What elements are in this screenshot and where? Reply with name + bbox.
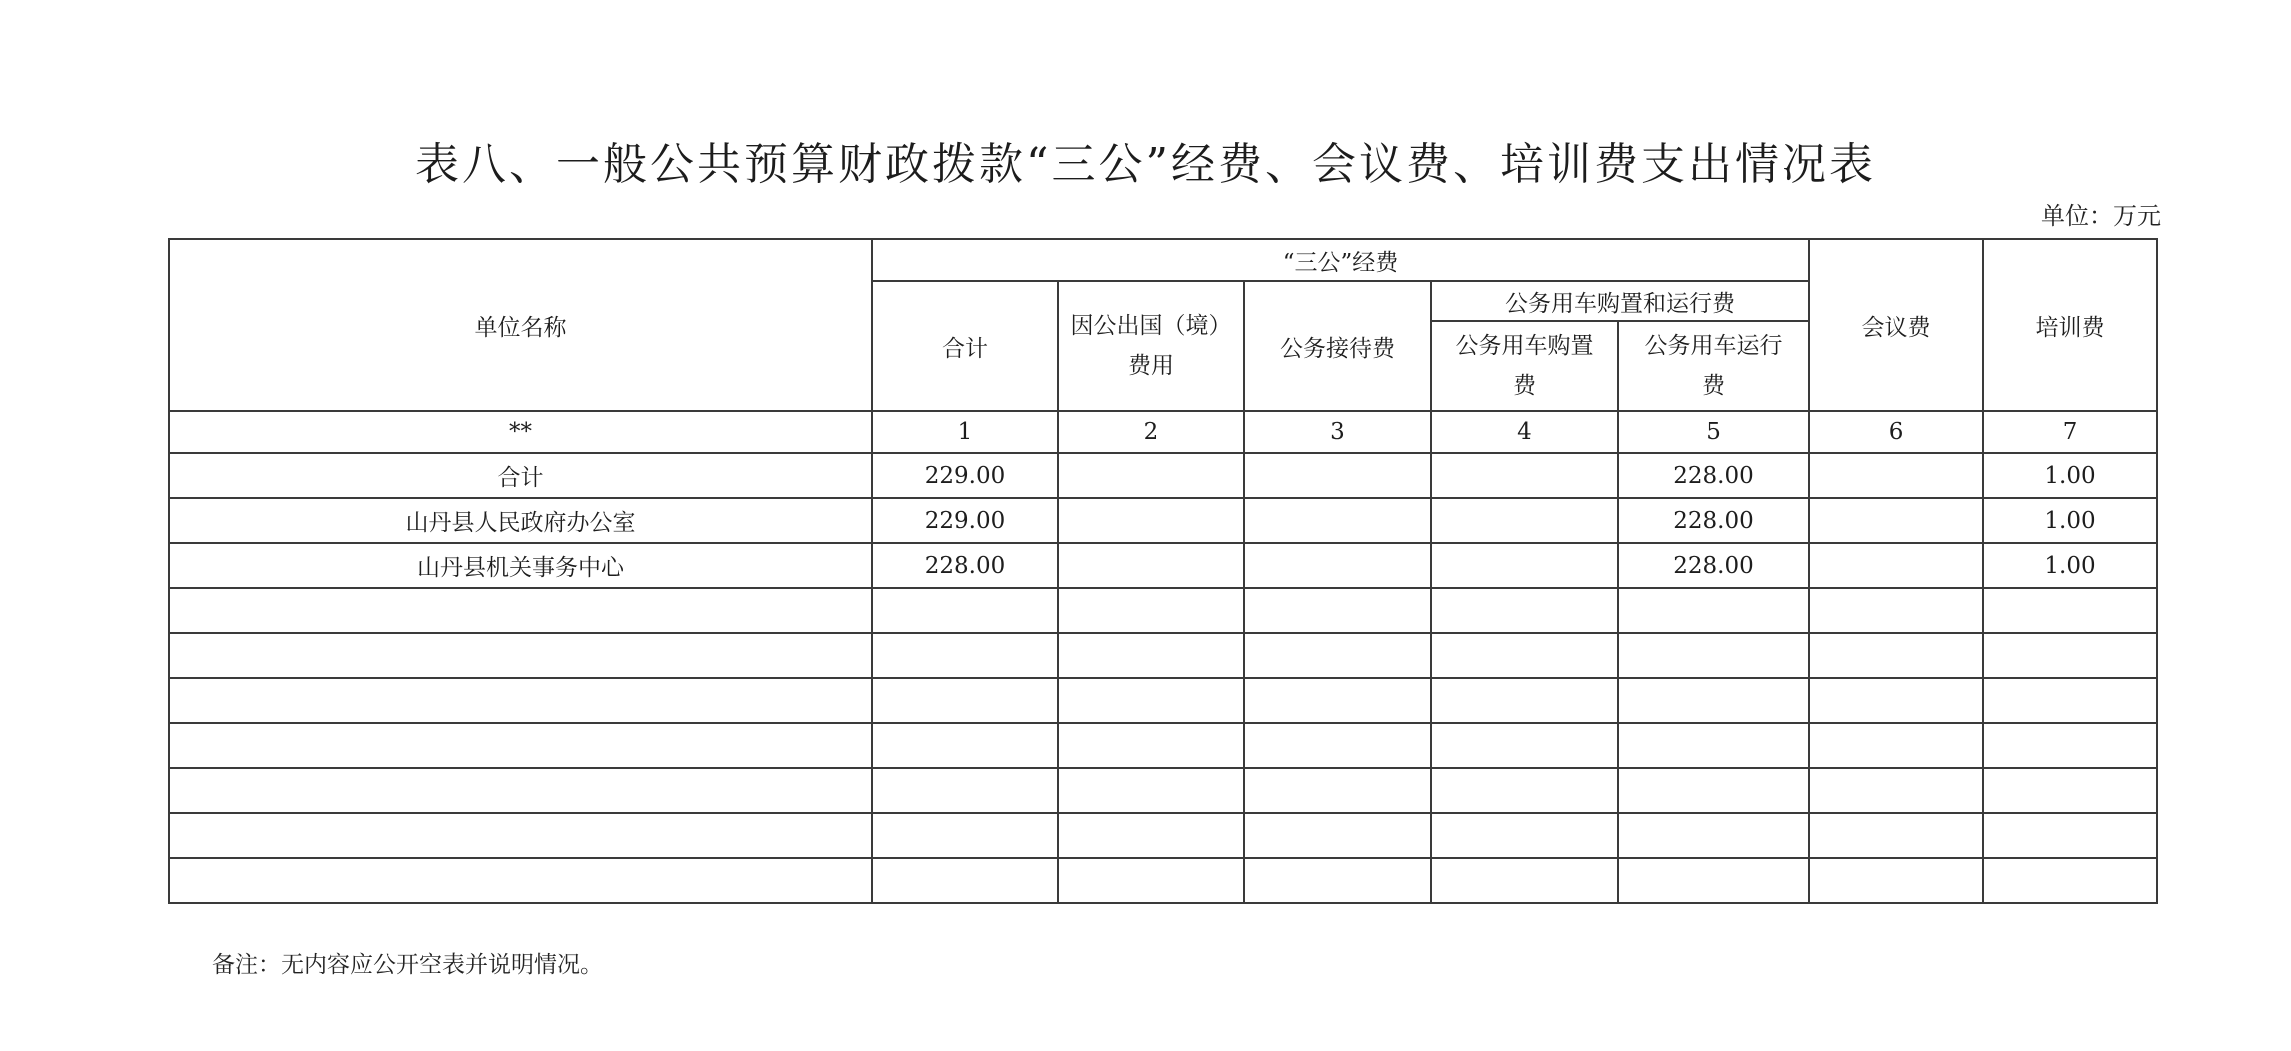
table-row [169, 498, 2157, 543]
header-unit-name: 单位名称 [169, 239, 872, 411]
empty-cell [1809, 813, 1983, 858]
footnote: 备注：无内容应公开空表并说明情况。 [212, 952, 603, 978]
table-row [169, 453, 2157, 498]
empty-cell [872, 813, 1058, 858]
empty-cell [872, 768, 1058, 813]
row-name: 山丹县人民政府办公室 [169, 498, 872, 543]
cell-reception [1244, 453, 1431, 498]
empty-cell [1983, 858, 2157, 903]
empty-cell [1983, 588, 2157, 633]
header-vehicle-group: 公务用车购置和运行费 [1431, 281, 1809, 321]
cell-total: 229.00 [872, 453, 1058, 498]
row-name: 山丹县机关事务中心 [169, 543, 872, 588]
cell-training: 1.00 [1983, 453, 2157, 498]
header-vehicle-operation-line1: 公务用车运行 [1644, 333, 1783, 359]
empty-cell [1244, 588, 1431, 633]
empty-cell [1618, 588, 1809, 633]
index-cell: 1 [872, 411, 1058, 453]
empty-cell [1431, 858, 1618, 903]
empty-cell [1618, 768, 1809, 813]
empty-cell [1058, 723, 1244, 768]
empty-cell [1058, 588, 1244, 633]
header-sangong-group: “三公”经费 [872, 239, 1809, 281]
empty-cell [169, 588, 872, 633]
empty-cell [1244, 678, 1431, 723]
index-cell: 6 [1809, 411, 1983, 453]
index-row [169, 411, 2157, 453]
empty-cell [1431, 813, 1618, 858]
empty-cell [1618, 633, 1809, 678]
empty-cell [1244, 723, 1431, 768]
empty-cell [1809, 633, 1983, 678]
empty-cell [1809, 768, 1983, 813]
empty-cell [1058, 768, 1244, 813]
empty-cell [1618, 723, 1809, 768]
cell-training: 1.00 [1983, 498, 2157, 543]
empty-cell [1618, 858, 1809, 903]
table-row [169, 543, 2157, 588]
empty-row [169, 633, 2157, 678]
empty-cell [1983, 678, 2157, 723]
header-abroad-line2: 费用 [1128, 353, 1174, 379]
empty-row [169, 813, 2157, 858]
index-cell: 7 [1983, 411, 2157, 453]
empty-cell [1431, 633, 1618, 678]
header-vehicle-operation [1618, 321, 1809, 411]
index-cell: 2 [1058, 411, 1244, 453]
cell-abroad [1058, 498, 1244, 543]
page-title: 表八、一般公共预算财政拨款“三公”经费、会议费、培训费支出情况表 [415, 139, 1876, 190]
empty-cell [169, 858, 872, 903]
empty-row [169, 678, 2157, 723]
cell-abroad [1058, 543, 1244, 588]
empty-cell [1809, 723, 1983, 768]
empty-cell [1431, 678, 1618, 723]
header-abroad-line1: 因公出国（境） [1070, 313, 1232, 339]
cell-purchase [1431, 498, 1618, 543]
header-training: 培训费 [1983, 239, 2157, 411]
cell-purchase [1431, 543, 1618, 588]
header-total: 合计 [872, 281, 1058, 411]
empty-cell [1058, 678, 1244, 723]
cell-training: 1.00 [1983, 543, 2157, 588]
cell-operation: 228.00 [1618, 453, 1809, 498]
header-vehicle-purchase [1431, 321, 1618, 411]
empty-cell [872, 858, 1058, 903]
empty-cell [1983, 633, 2157, 678]
cell-reception [1244, 498, 1431, 543]
index-cell: ** [169, 411, 872, 453]
cell-purchase [1431, 453, 1618, 498]
empty-cell [1809, 678, 1983, 723]
empty-cell [1058, 633, 1244, 678]
header-abroad [1058, 281, 1244, 411]
empty-cell [1983, 768, 2157, 813]
header-meeting: 会议费 [1809, 239, 1983, 411]
header-vehicle-operation-line2: 费 [1702, 373, 1726, 399]
empty-cell [872, 678, 1058, 723]
row-name: 合计 [169, 453, 872, 498]
cell-meeting [1809, 543, 1983, 588]
empty-cell [1618, 813, 1809, 858]
cell-reception [1244, 543, 1431, 588]
empty-cell [872, 633, 1058, 678]
index-cell: 4 [1431, 411, 1618, 453]
cell-operation: 228.00 [1618, 543, 1809, 588]
empty-cell [1058, 858, 1244, 903]
empty-cell [169, 813, 872, 858]
header-vehicle-purchase-line2: 费 [1513, 373, 1536, 399]
empty-row [169, 858, 2157, 903]
unit-label: 单位：万元 [2041, 202, 2161, 230]
empty-cell [872, 723, 1058, 768]
empty-cell [1618, 678, 1809, 723]
empty-cell [1431, 768, 1618, 813]
empty-cell [1244, 633, 1431, 678]
empty-cell [169, 768, 872, 813]
empty-cell [1431, 723, 1618, 768]
empty-cell [169, 633, 872, 678]
cell-operation: 228.00 [1618, 498, 1809, 543]
empty-row [169, 723, 2157, 768]
cell-total: 228.00 [872, 543, 1058, 588]
cell-abroad [1058, 453, 1244, 498]
empty-cell [1809, 588, 1983, 633]
empty-cell [1983, 813, 2157, 858]
empty-cell [1244, 768, 1431, 813]
empty-cell [169, 723, 872, 768]
index-cell: 3 [1244, 411, 1431, 453]
empty-cell [1244, 858, 1431, 903]
empty-row [169, 768, 2157, 813]
empty-cell [1983, 723, 2157, 768]
cell-meeting [1809, 498, 1983, 543]
empty-cell [1058, 813, 1244, 858]
empty-cell [1244, 813, 1431, 858]
cell-meeting [1809, 453, 1983, 498]
empty-cell [169, 678, 872, 723]
empty-cell [1431, 588, 1618, 633]
empty-cell [1809, 858, 1983, 903]
index-cell: 5 [1618, 411, 1809, 453]
expenditure-table [168, 238, 2158, 904]
header-vehicle-purchase-line1: 公务用车购置 [1455, 333, 1594, 359]
cell-total: 229.00 [872, 498, 1058, 543]
header-reception: 公务接待费 [1244, 281, 1431, 411]
empty-row [169, 588, 2157, 633]
empty-cell [872, 588, 1058, 633]
